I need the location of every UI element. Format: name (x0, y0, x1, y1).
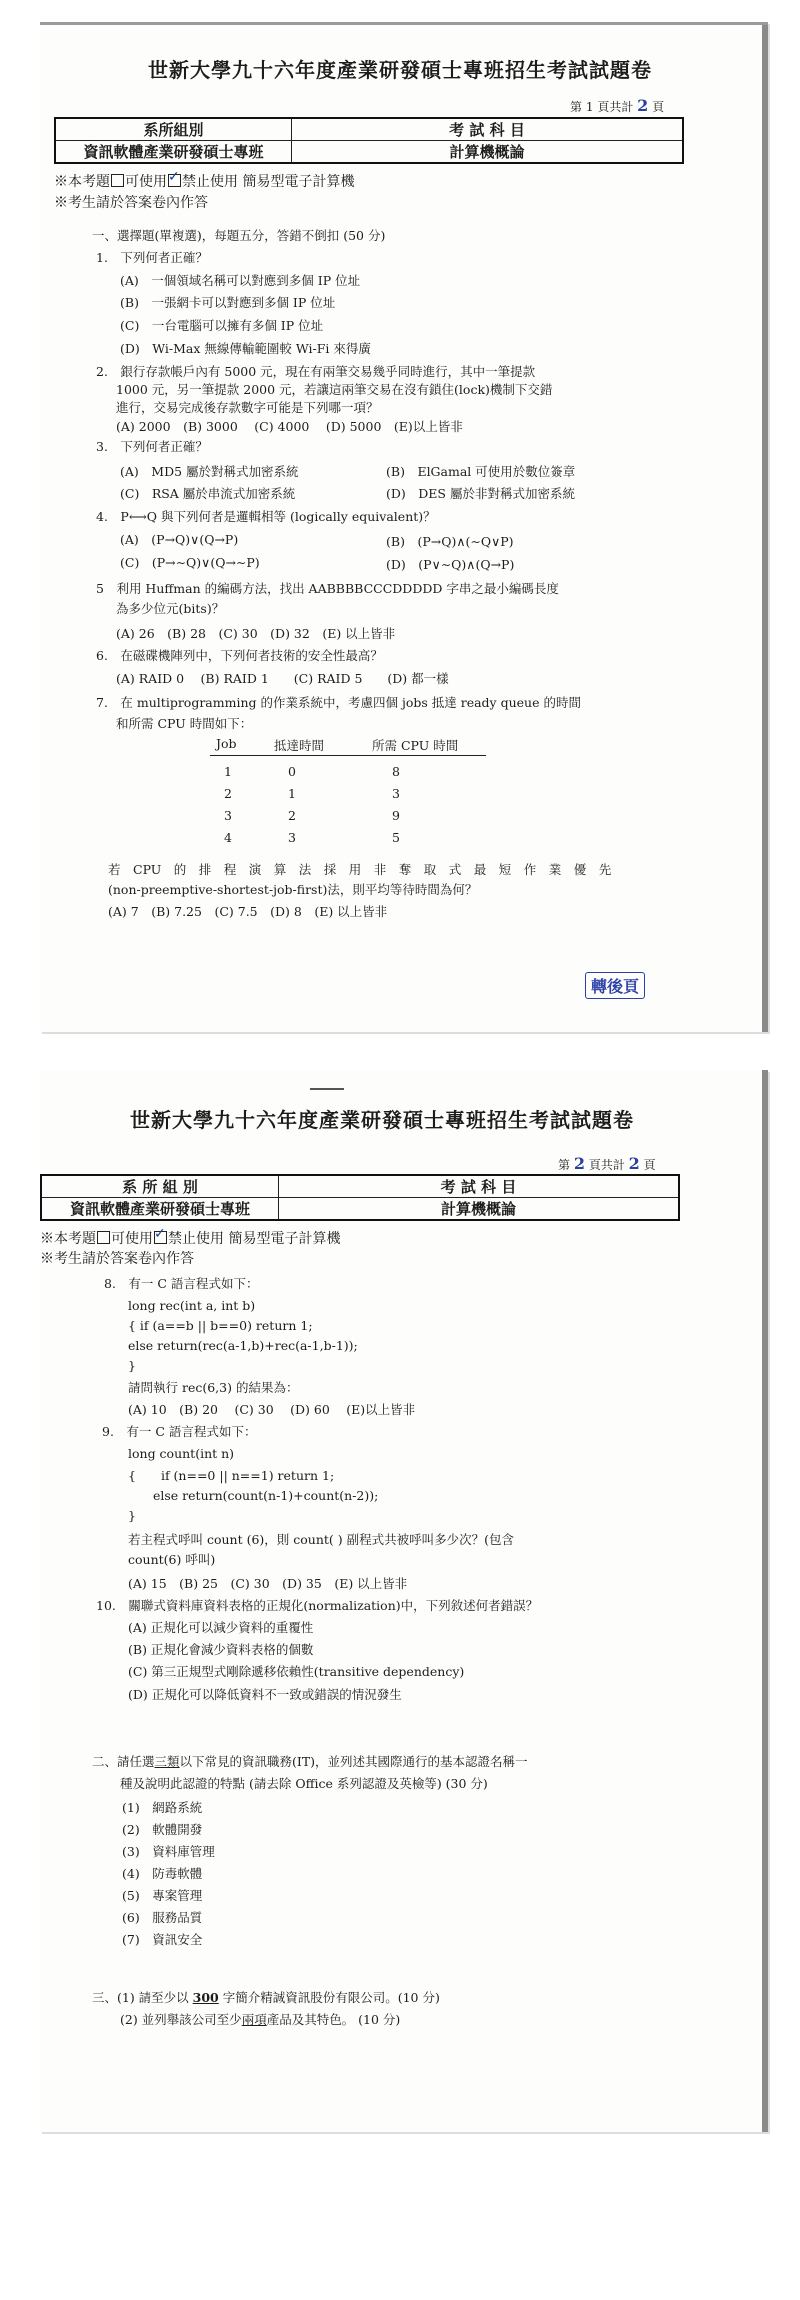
page-title: 世新大學九十六年度產業研發碩士專班招生考試試題卷 (130, 1108, 634, 1132)
table-cell: 3 (224, 808, 232, 823)
q8-ask: 請問執行 rec(6,3) 的結果為： (128, 1380, 299, 1395)
q9-ask-line1: 若主程式呼叫 count (6)，則 count( ) 副程式共被呼叫多少次？(包含 (128, 1532, 515, 1547)
section1-title: 一、選擇題(單複選)，每題五分，答錯不倒扣 (50 分) (92, 228, 386, 243)
table-cell: 5 (392, 830, 400, 845)
table-cell: 1 (224, 764, 232, 779)
list-item: (7) 資訊安全 (122, 1932, 203, 1947)
list-item: (1) 網路系統 (122, 1800, 203, 1815)
scan-edge (762, 22, 768, 1032)
q1-stem: 1. 下列何者正確？ (96, 250, 208, 265)
section3-line2: (2) 並列舉該公司至少兩項產品及其特色。 (10 分) (120, 2012, 401, 2027)
section2-line1: 二、請任選三類以下常見的資訊職務(IT)，並列述其國際通行的基本認證名稱一 (92, 1754, 528, 1769)
job-col-header: Job (216, 736, 237, 751)
q4-option-c: (C) (P→∼Q)∨(Q→∼P) (120, 555, 260, 570)
q1-option-d: (D) Wi-Max 無線傳輸範圍較 Wi-Fi 來得廣 (120, 341, 371, 356)
q3-option-b: (B) ElGamal 可使用於數位簽章 (386, 464, 576, 479)
dept-header: 系所組別 (55, 118, 292, 141)
subject-name: 計算機概論 (279, 1198, 680, 1221)
exam-page-1 (40, 22, 768, 1032)
q2-line1: 2. 銀行存款帳戶內有 5000 元，現在有兩筆交易幾乎同時進行，其中一筆提款 (96, 364, 536, 379)
q4-option-d: (D) (P∨∼Q)∧(Q→P) (386, 557, 515, 572)
q7-line3: 若 CPU 的 排 程 演 算 法 採 用 非 奪 取 式 最 短 作 業 優 先 (108, 862, 612, 877)
calculator-notice: ※本考題 可使用✓ 禁止使用 簡易型電子計算機 (40, 1228, 340, 1248)
q3-stem: 3. 下列何者正確？ (96, 439, 208, 454)
header-table (40, 1174, 680, 1221)
continue-stamp: 轉後頁 (585, 972, 645, 999)
q10-option-b: (B) 正規化會減少資料表格的個數 (128, 1642, 314, 1657)
allowed-checkbox (111, 174, 124, 187)
list-item: (6) 服務品質 (122, 1910, 203, 1925)
list-item: (3) 資料庫管理 (122, 1844, 215, 1859)
table-cell: 4 (224, 830, 232, 845)
q3-option-c: (C) RSA 屬於串流式加密系統 (120, 486, 296, 501)
page-title: 世新大學九十六年度產業研發碩士專班招生考試試題卷 (148, 58, 652, 82)
q10-stem: 10. 關聯式資料庫資料表格的正規化(normalization)中，下列敘述何者錯誤？ (96, 1598, 539, 1613)
q8-code-line3: else return(rec(a-1,b)+rec(a-1,b-1)); (128, 1338, 358, 1353)
q10-option-d: (D) 正規化可以降低資料不一致或錯誤的情況發生 (128, 1687, 402, 1702)
q10-option-a: (A) 正規化可以減少資料的重覆性 (128, 1620, 314, 1635)
table-rule (210, 755, 486, 756)
allowed-checkbox (97, 1231, 110, 1244)
subject-header: 考 試 科 目 (279, 1175, 680, 1198)
q4-option-b: (B) (P→Q)∧(∼Q∨P) (386, 534, 514, 549)
q9-options: (A) 15 (B) 25 (C) 30 (D) 35 (E) 以上皆非 (128, 1576, 408, 1591)
table-cell: 2 (288, 808, 296, 823)
q4-stem: 4. P⟷Q 與下列何者是邏輯相等 (logically equivalent)？ (96, 509, 436, 524)
q7-line2: 和所需 CPU 時間如下： (116, 716, 253, 731)
q2-line3: 進行，交易完成後存款數字可能是下列哪一項？ (116, 400, 379, 415)
cpu-col-header: 所需 CPU 時間 (372, 738, 459, 753)
table-cell: 8 (392, 764, 400, 779)
subject-name: 計算機概論 (292, 141, 684, 164)
section3-line1: 三、(1) 請至少以 300 字簡介精誠資訊股份有限公司。(10 分) (92, 1990, 440, 2005)
list-item: (4) 防毒軟體 (122, 1866, 203, 1881)
q5-line1: 5 利用 Huffman 的編碼方法，找出 AABBBBCCCDDDDD 字串之最小編碼長度 (96, 581, 559, 596)
table-cell: 9 (392, 808, 400, 823)
exam-page-2 (40, 1070, 768, 2132)
q2-options: (A) 2000 (B) 3000 (C) 4000 (D) 5000 (E)以上皆非 (116, 419, 463, 434)
subject-header: 考 試 科 目 (292, 118, 684, 141)
q9-code-line4: } (128, 1508, 136, 1523)
job-table (196, 736, 496, 856)
q1-option-a: (A) 一個領域名稱可以對應到多個 IP 位址 (120, 273, 361, 288)
q1-option-c: (C) 一台電腦可以擁有多個 IP 位址 (120, 318, 324, 333)
q6-options: (A) RAID 0 (B) RAID 1 (C) RAID 5 (D) 都一樣 (116, 671, 449, 686)
q5-line2: 為多少位元(bits)？ (116, 601, 225, 616)
answer-notice: ※考生請於答案卷內作答 (54, 195, 208, 211)
page-number: 第 1 頁共計 2 頁 (570, 96, 665, 115)
q8-stem: 8. 有一 C 語言程式如下： (104, 1276, 259, 1291)
q8-code-line4: } (128, 1358, 136, 1373)
q9-ask-line2: count(6) 呼叫) (128, 1552, 216, 1567)
page-number: 第 2 頁共計 2 頁 (558, 1154, 656, 1173)
forbidden-checkbox (154, 1231, 167, 1244)
q5-options: (A) 26 (B) 28 (C) 30 (D) 32 (E) 以上皆非 (116, 626, 396, 641)
q4-option-a: (A) (P→Q)∨(Q→P) (120, 532, 239, 547)
table-cell: 2 (224, 786, 232, 801)
q3-option-a: (A) MD5 屬於對稱式加密系統 (120, 464, 299, 479)
q1-option-b: (B) 一張網卡可以對應到多個 IP 位址 (120, 295, 336, 310)
q9-code-line1: long count(int n) (128, 1446, 235, 1461)
dept-header: 系 所 組 別 (41, 1175, 279, 1198)
table-cell: 1 (288, 786, 296, 801)
q7-options: (A) 7 (B) 7.25 (C) 7.5 (D) 8 (E) 以上皆非 (108, 904, 388, 919)
list-item: (5) 專案管理 (122, 1888, 203, 1903)
q7-line1: 7. 在 multiprogramming 的作業系統中，考慮四個 jobs 抵達 ready queue 的時間 (96, 695, 581, 710)
q9-code-line2: { if (n==0 || n==1) return 1; (128, 1468, 335, 1483)
list-item: (2) 軟體開發 (122, 1822, 203, 1837)
q3-option-d: (D) DES 屬於非對稱式加密系統 (386, 486, 575, 501)
scan-edge (762, 1070, 768, 2132)
dept-name: 資訊軟體產業研發碩士專班 (41, 1198, 279, 1221)
table-cell: 0 (288, 764, 296, 779)
q8-code-line1: long rec(int a, int b) (128, 1298, 256, 1313)
table-cell: 3 (392, 786, 400, 801)
dept-name: 資訊軟體產業研發碩士專班 (55, 141, 292, 164)
answer-notice: ※考生請於答案卷內作答 (40, 1251, 194, 1267)
q9-stem: 9. 有一 C 語言程式如下： (102, 1424, 257, 1439)
calculator-notice: ※本考題 可使用✓ 禁止使用 簡易型電子計算機 (54, 171, 354, 191)
q7-line4: (non-preemptive-shortest-job-first)法，則平均等待時間為何？ (108, 882, 478, 897)
q2-line2: 1000 元，另一筆提款 2000 元，若讓這兩筆交易在沒有鎖住(lock)機制下交錯 (116, 382, 553, 397)
scan-mark (310, 1088, 344, 1090)
q6-stem: 6. 在磁碟機陣列中，下列何者技術的安全性最高？ (96, 648, 383, 663)
arrival-col-header: 抵達時間 (274, 738, 325, 753)
q9-code-line3: else return(count(n-1)+count(n-2)); (128, 1488, 379, 1503)
q8-code-line2: { if (a==b || b==0) return 1; (128, 1318, 313, 1333)
section2-line2: 種及說明此認證的特點 (請去除 Office 系列認證及英檢等) (30 分) (120, 1776, 488, 1791)
q10-option-c: (C) 第三正規型式剛除遞移依賴性(transitive dependency) (128, 1664, 465, 1679)
scan-edge-top (40, 22, 768, 25)
table-cell: 3 (288, 830, 296, 845)
header-table (54, 117, 684, 164)
forbidden-checkbox (168, 174, 181, 187)
q8-options: (A) 10 (B) 20 (C) 30 (D) 60 (E)以上皆非 (128, 1402, 416, 1417)
